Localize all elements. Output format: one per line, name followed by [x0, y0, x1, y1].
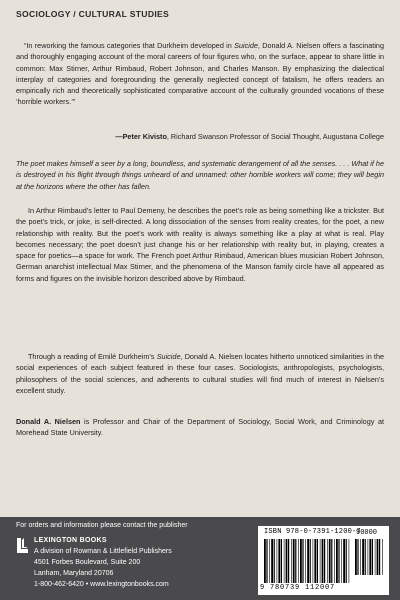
barcode-bar — [327, 539, 328, 583]
barcode-digits: 9 780739 112007 — [260, 584, 336, 592]
barcode-bar — [277, 539, 278, 583]
barcode-bar — [362, 539, 364, 575]
barcode-bar — [355, 539, 357, 575]
barcode-bar — [278, 539, 280, 583]
barcode-bar — [281, 539, 282, 583]
isbn-text: ISBN 978-0-7391-1200-7 — [264, 528, 361, 536]
barcode-bar — [291, 539, 292, 583]
barcode-bar — [336, 539, 338, 583]
barcode-bar — [310, 539, 311, 583]
praise-quote — [16, 40, 384, 108]
barcode-bar — [295, 539, 296, 583]
publisher-street: 4501 Forbes Boulevard, Suite 200 — [34, 559, 141, 566]
barcode-bar — [298, 539, 299, 583]
barcode-bar — [324, 539, 325, 583]
praise-quote-end: , Donald A. Nielsen offers a fascinating and thoroughly engaging account of the moral careers of four figures who, on the surface, appear to share little in common: Max Stirner, Arthur Rimbaud, Robert Johnson, and Charles Manson. By emphasizing the dialectical interplay of categories and foregrounding the generally neglected concept of fatalism, he offers readers an empirically rich and theoretically sophisticated comparative account of the culturally grounded vocations of these ‘horrible workers.’” — [16, 41, 384, 107]
barcode-bar — [341, 539, 342, 583]
barcode-bar — [300, 539, 302, 583]
footer-band — [0, 517, 400, 600]
barcode-bar — [357, 539, 358, 575]
barcode-bar — [372, 539, 373, 575]
barcode-box — [258, 526, 389, 595]
barcode-bar — [349, 539, 350, 583]
barcode-bar — [317, 539, 318, 583]
barcode-bar — [377, 539, 379, 575]
barcode-bar — [288, 539, 289, 583]
ean-barcode — [264, 539, 350, 583]
barcode-bar — [368, 539, 369, 575]
barcode-bar — [346, 539, 347, 583]
publisher-name: LEXINGTON BOOKS — [34, 537, 107, 544]
barcode-bar — [329, 539, 331, 583]
orders-info: For orders and information please contact the publisher — [16, 522, 188, 529]
lexington-logo-icon — [16, 537, 29, 554]
barcode-bar — [302, 539, 303, 583]
barcode-addon-digits: 90000 — [356, 529, 378, 537]
barcode-bar — [313, 539, 314, 583]
barcode-bar — [375, 539, 376, 575]
barcode-bar — [269, 539, 270, 583]
barcode-bar — [343, 539, 345, 583]
publisher-division: A division of Rowman & Littlefield Publishers — [34, 548, 172, 555]
barcode-bar — [334, 539, 335, 583]
category-label: SOCIOLOGY / CULTURAL STUDIES — [16, 9, 170, 19]
barcode-bar — [266, 539, 267, 583]
author-bio-text: is Professor and Chair of the Department of Sociology, Social Work, and Criminology at Morehead State University. — [16, 417, 384, 438]
attribution-title: , Richard Swanson Professor of Social Thought, Augustana College — [166, 132, 384, 141]
description-2-title: Suicide — [156, 352, 181, 361]
barcode-bar — [271, 539, 273, 583]
author-name: Donald A. Nielsen — [16, 417, 81, 426]
publisher-contact: 1-800-462-6420 • www.lexingtonbooks.com — [34, 581, 169, 588]
barcode-bar — [379, 539, 380, 575]
barcode-bar — [293, 539, 295, 583]
praise-quote-start: “In reworking the famous categories that Durkheim developed in — [24, 41, 235, 50]
description-paragraph-2 — [16, 351, 384, 396]
description-2-start: Through a reading of Emilé Durkheim’s — [28, 352, 157, 361]
epigraph: The poet makes himself a seer by a long, boundless, and systematic derangement of all the senses. . . . What if he is destroyed in his flight through things unheard of and unnamed: other horrible workers will come; they will begin at the horizons where the other has fallen. — [16, 159, 384, 191]
attribution-name: —Peter Kivisto — [115, 132, 167, 141]
publisher-city: Lanham, Maryland 20706 — [34, 570, 114, 577]
barcode-bar — [307, 539, 309, 583]
author-bio — [16, 416, 384, 439]
barcode-bar — [360, 539, 361, 575]
barcode-bar — [331, 539, 332, 583]
praise-attribution — [115, 131, 384, 142]
barcode-bar — [338, 539, 339, 583]
barcode-bar — [284, 539, 285, 583]
barcode-bar — [314, 539, 316, 583]
barcode-bar — [305, 539, 306, 583]
barcode-bar — [369, 539, 371, 575]
barcode-bar — [365, 539, 366, 575]
description-2-end: , Donald A. Nielsen locates hitherto unnoticed similarities in the social experiences of each subject featured in these four cases. Sociologists, anthropologists, psychologists, philosophers of the social sciences, and adherents to cultural studies will find much of interest in Nielsen’s excellent study. — [16, 352, 385, 395]
barcode-bar — [274, 539, 275, 583]
addon-barcode — [355, 539, 385, 575]
praise-quote-title: Suicide — [234, 41, 258, 50]
barcode-bar — [322, 539, 324, 583]
barcode-bar — [320, 539, 321, 583]
barcode-bar — [264, 539, 266, 583]
barcode-bar — [286, 539, 288, 583]
barcode-bar — [382, 539, 383, 575]
description-paragraph-1: In Arthur Rimbaud’s letter to Paul Demeny, he describes the poet’s role as being something like a trickster. But the poet’s trick, or joke, is self-directed. A long dissociation of the senses from reality creates, for the poet, a new relationship with reality. But the poet’s work with reality is always something like a play at what is real. Play becomes necessary; the poet doesn’t just change his or her relationship with reality but, in playing, creates a space for poetics—a space for work. The French poet Arthur Rimbaud, American blues musician Robert Johnson, German anarchist intellectual Max Stirner, and the phenomena of the Manson family circle have all appeared as forms and figures on the invisible horizon described above by Rimbaud. — [16, 206, 384, 283]
